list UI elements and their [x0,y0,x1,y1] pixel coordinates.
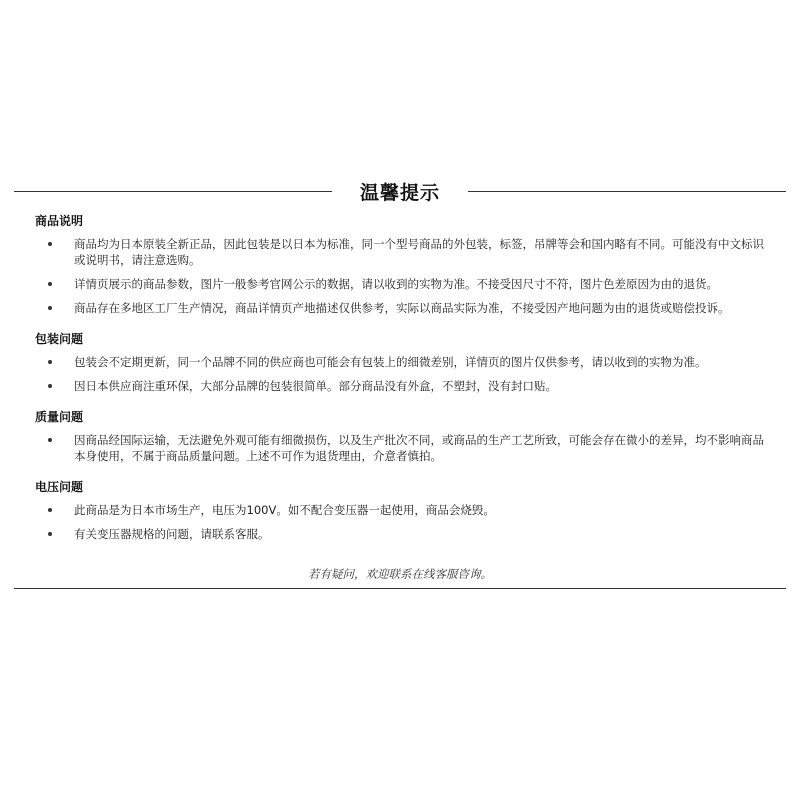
bottom-divider [14,588,786,589]
bullet-icon [48,306,52,310]
list-item [14,526,786,542]
section-heading: 商品说明 [35,214,84,228]
section-product-info [14,210,786,328]
bullet-icon [48,532,52,536]
section-voltage [14,476,786,554]
item-text: 详情页展示的商品参数，图片一般参考官网公示的数据，请以收到的实物为准。不接受因尺寸不符，图片色差原因为由的退货。 [74,277,718,291]
bullet-icon [48,242,52,246]
item-text: 因日本供应商注重环保，大部分品牌的包装很简单。部分商品没有外盒，不塑封，没有封口贴。 [74,379,557,393]
bullet-icon [48,384,52,388]
title-divider-right [468,191,786,192]
item-text: 因商品经国际运输，无法避免外观可能有细微损伤，以及生产批次不同，或商品的生产工艺所致，可能会存在微小的差异，均不影响商品本身使用，不属于商品质量问题。上述不可作为退货理由，介意者慎拍。 [74,433,764,463]
section-quality [14,406,786,476]
bullet-icon [48,438,52,442]
title-row [14,172,786,210]
item-text: 包装会不定期更新，同一个品牌不同的供应商也可能会有包装上的细微差别，详情页的图片仅供参考，请以收到的实物为准。 [74,355,707,369]
list-item [14,236,786,268]
bullet-icon [48,360,52,364]
section-heading: 电压问题 [35,480,84,494]
notice-panel [14,172,786,589]
item-text: 商品存在多地区工厂生产情况，商品详情页产地描述仅供参考，实际以商品实际为准，不接受因产地问题为由的退货或赔偿投诉。 [74,301,730,315]
footer-note: 若有疑问，欢迎联系在线客服咨询。 [308,567,492,581]
item-list [14,432,786,476]
item-list [14,354,786,406]
section-heading: 包装问题 [35,332,84,346]
list-item [14,354,786,370]
item-list [14,236,786,328]
list-item [14,502,786,518]
item-text: 此商品是为日本市场生产，电压为100V。如不配合变压器一起使用，商品会烧毁。 [74,503,495,517]
list-item [14,300,786,316]
section-packaging [14,328,786,406]
item-text: 商品均为日本原装全新正品，因此包装是以日本为标准，同一个型号商品的外包装，标签，吊牌等会和国内略有不同。可能没有中文标识或说明书，请注意选购。 [74,237,764,267]
section-heading: 质量问题 [35,410,84,424]
list-item [14,432,786,464]
bullet-icon [48,282,52,286]
list-item [14,276,786,292]
item-text: 有关变压器规格的问题，请联系客服。 [74,527,270,541]
page-title: 温馨提示 [359,182,440,204]
bullet-icon [48,508,52,512]
item-list [14,502,786,554]
list-item [14,378,786,394]
